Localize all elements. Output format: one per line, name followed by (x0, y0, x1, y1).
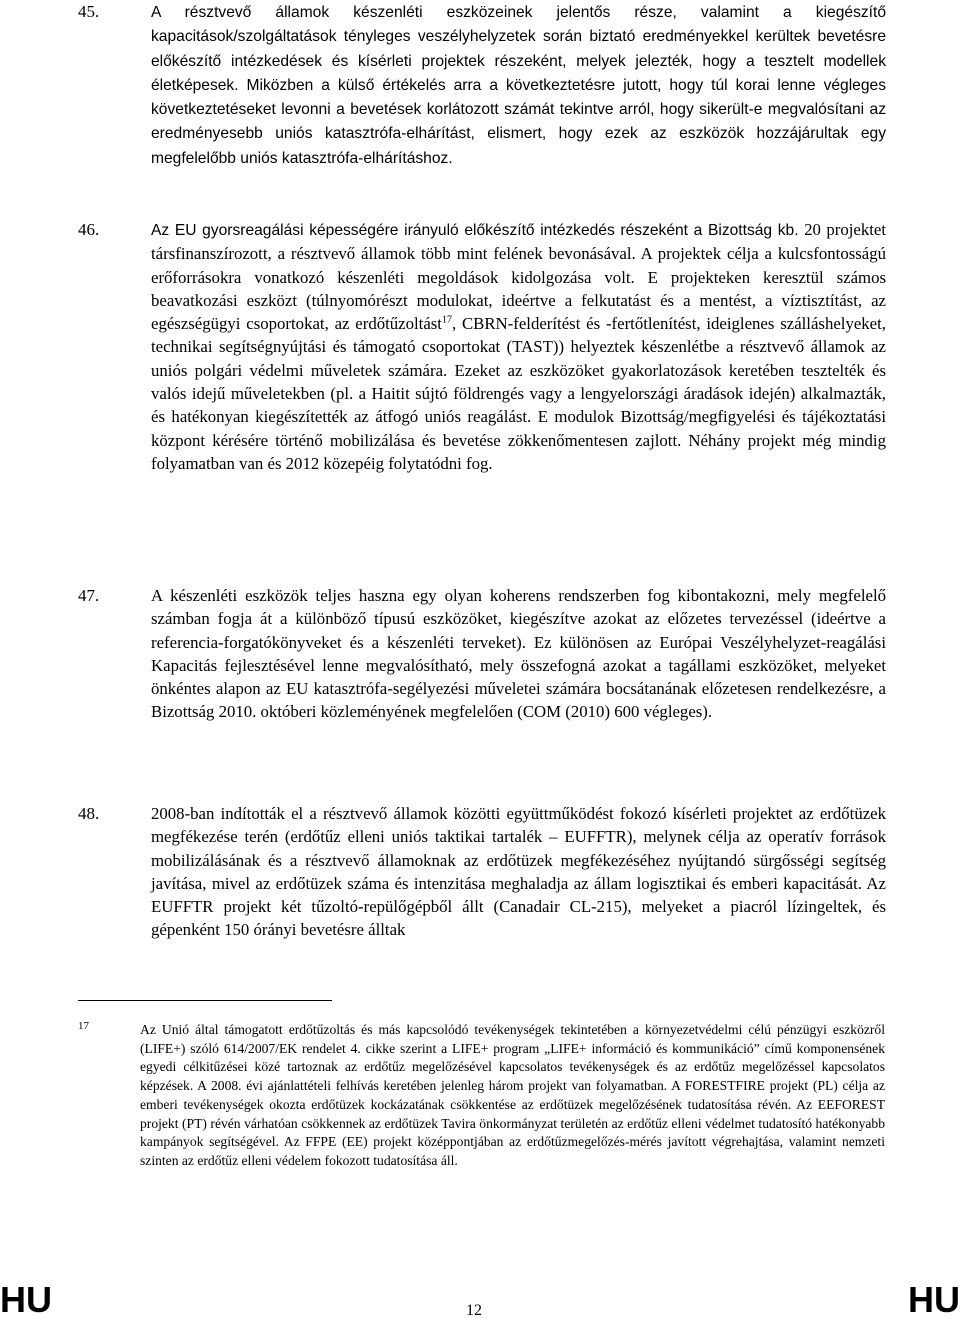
paragraph-number: 48. (78, 804, 100, 823)
footer-language-right: HU (908, 1279, 960, 1320)
footnote-number: 17 (78, 1020, 89, 1032)
paragraph-text-sans: Az EU gyorsreagálási képességére irányuló előkészítő intézkedés részeként a Bizottság kb. (151, 222, 799, 239)
paragraph-body (151, 0, 886, 170)
paragraph-body: 2008-ban indították el a résztvevő államok közötti együttműködést fokozó kísérleti projektet az erdőtüzek megfékezése terén (erdőtűz elleni uniós taktikai tartalék – EUFFTR), melynek célja az operatív források mobilizálásának és a résztvevő államoknak az erdőtüzek megfékezéséhez nyújtandó sürgősségi segítség javítása, mivel az erdőtüzek száma és intenzitása meghaladja az állam logisztikai és emberi kapacitását. Az EUFFTR projekt két tűzoltó-repülőgépből állt (Canadair CL-215), melyeket a piacról lízingeltek, és gépenként 150 órányi bevetésre álltak (151, 804, 886, 940)
footer-language-left: HU (0, 1279, 52, 1320)
paragraph-48 (78, 802, 886, 942)
footnote-text: Az Unió által támogatott erdőtűzoltás és más kapcsolódó tevékenységek tekintetében a környezetvédelmi célú pénzügyi eszközről (LIFE+) szóló 614/2007/EK rendelet 4. cikke szerint a LIFE+ program „LIFE+ információ és kommunikáció” című komponensének egyedi célkitűzései közé tartoznak az erdőtűz megelőzésével kapcsolatos tevékenységek és az erdőtűz megelőzéssel kapcsolatos képzések. A 2008. évi ajánlattételi felhívás keretében jelenleg három projekt van folyamatban. A FORESTFIRE projekt (PL) célja az emberi tevékenységek okozta erdőtüzek kockázatának csökkentése az erdőtüzek megelőzésének tudatosítása révén. Az EEFOREST projekt (PT) révén várhatóan csökkennek az erdőtüzek Tavira önkormányzat területén az erdőtűz elleni védelmet tudatosító hatékonyabb kampányok segítségével. Az FFPE (EE) projekt középpontjában az erdőtűzmegelőzés-mérés javított végrehajtása, valamint nemzeti szinten az erdőtűz elleni védelem fokozott tudatosítása áll. (140, 1022, 885, 1168)
paragraph-text-sans: A résztvevő államok készenléti eszközeinek jelentős része, valamint a kiegészítő kapacitások/szolgáltatások tényleges veszélyhelyzetek során biztató eredményekkel kerültek bevetésre előkészítő intézkedések és kísérleti projektek részeként, melyek jelezték, hogy a tesztelt modellek életképesek. (151, 4, 886, 94)
paragraph-45 (78, 0, 886, 170)
footnote-reference[interactable]: 17 (441, 314, 452, 326)
paragraph-text-sans-cont: Miközben a külső értékelés arra a következtetésre jutott, hogy túl korai lenne végleges következtetéseket levonni a bevetések korlátozott számát tekintve arról, hogy sikerült-e megvalósítani az eredményesebb uniós katasztrófa-elhárítást, elismert, hogy ezek az eszközök hozzájárultak egy megfelelőbb uniós katasztrófa-elhárításhoz. (151, 76, 886, 167)
paragraph-46 (78, 218, 886, 475)
footnote-separator (78, 1000, 332, 1001)
paragraph-number: 46. (78, 220, 100, 239)
paragraph-body (151, 218, 886, 475)
paragraph-number: 47. (78, 586, 100, 605)
paragraph-number: 45. (78, 2, 100, 21)
page-number: 12 (466, 1302, 482, 1319)
paragraph-text: 20 projektet társfinanszírozott, a résztvevő államok több mint felének bevonásával. A projektek célja a kulcsfontosságú erőforrásokra vonatkozó készenléti megoldások kidolgozása volt. E projekteken keresztül számos beavatkozási eszközt (túlnyomórészt modulokat, ideértve a felkutatást és a mentést, a víztisztítást, az egészségügyi csoportokat, az erdőtűzoltást (151, 220, 886, 334)
paragraph-47 (78, 584, 886, 724)
paragraph-text-cont: , CBRN-felderítést és -fertőtlenítést, ideiglenes szálláshelyeket, technikai segítségnyújtási és támogató csoportokat (TAST)) helyeztek készenlétbe a résztvevő államok az uniós polgári védelmi műveletek számára. Ezeket az eszközöket gyakorlatozások keretében tesztelték és valós idejű műveletekben (pl. a Haitit sújtó földrengés vagy a lengyelországi áradások idején) alkalmazták, és hatékonyan kiegészítették az átfogó uniós reagálást. E modulok Bizottság/megfigyelési és tájékoztatási központ kérésére történő mobilizálása és bevetése zökkenőmentesen zajlott. Néhány projekt még mindig folyamatban van és 2012 közepéig folytatódni fog. (151, 314, 886, 473)
paragraph-body: A készenléti eszközök teljes haszna egy olyan koherens rendszerben fog kibontakozni, mely megfelelő számban fogja át a különböző típusú eszközöket, kiegészítve azokat az előzetes tervezéssel (ideértve a referencia-forgatókönyveket és a készenléti terveket). Ez különösen az Európai Veszélyhelyzet-reagálási Kapacitás fejlesztésével lenne megvalósítható, mely összefogná azokat a tagállami eszközöket, melyeket önkéntes alapon az EU katasztrófa-segélyezési műveletei számára bocsátanának előzetesen rendelkezésre, a Bizottság 2010. októberi közleményének megfelelően (COM (2010) 600 végleges). (151, 586, 886, 722)
